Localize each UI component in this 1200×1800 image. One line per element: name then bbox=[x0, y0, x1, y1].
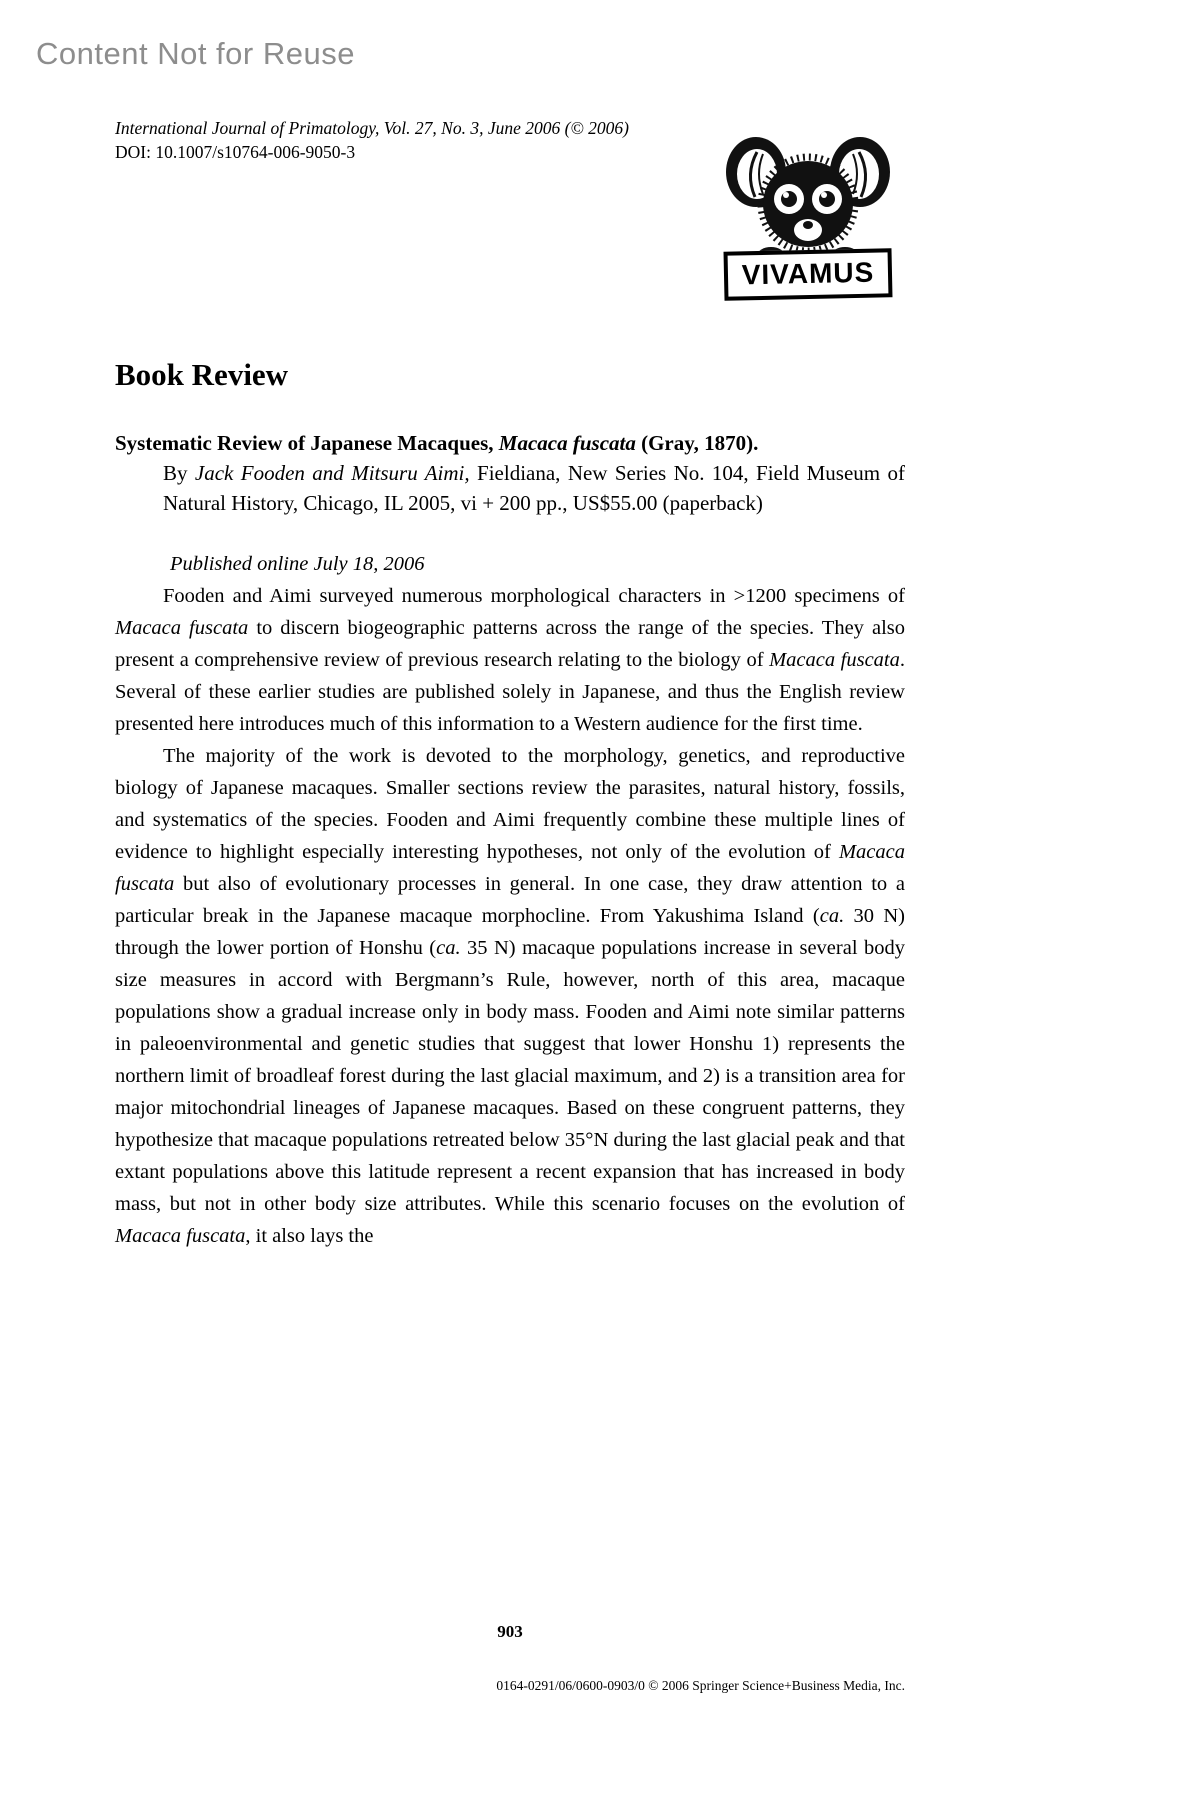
vivamus-logo bbox=[720, 132, 895, 299]
book-details: By Jack Fooden and Mitsuru Aimi, Fieldiana, New Series No. 104, Field Museum of Natural History, Chicago, IL 2005, vi + 200 pp., US$55.00 (paperback) bbox=[163, 461, 905, 516]
journal-header bbox=[115, 116, 629, 164]
paragraph-2: The majority of the work is devoted to the morphology, genetics, and reproductive biology of Japanese macaques. Smaller sections review the parasites, natural history, fossils, and systematics of the species. Fooden and Aimi frequently combine these multiple lines of evidence to highlight especially interesting hypotheses, not only of the evolution of Macaca fuscata but also of evolutionary processes in general. In one case, they draw attention to a particular break in the Japanese macaque morphocline. From Yakushima Island (ca. 30 N) through the lower portion of Honshu (ca. 35 N) macaque populations increase in several body size measures in accord with Bergmann’s Rule, however, north of this area, macaque populations show a gradual increase only in body mass. Fooden and Aimi note similar patterns in paleoenvironmental and genetic studies that suggest that lower Honshu 1) represents the northern limit of broadleaf forest during the last glacial maximum, and 2) is a transition area for major mitochondrial lineages of Japanese macaques. Based on these congruent patterns, they hypothesize that macaque populations retreated below 35°N during the last glacial peak and that extant populations above this latitude represent a recent expansion that has increased in body mass, but not in other body size attributes. While this scenario focuses on the evolution of Macaca fuscata, it also lays the bbox=[115, 745, 905, 1248]
aye-aye-illustration-icon bbox=[723, 132, 893, 264]
watermark-text: Content Not for Reuse bbox=[36, 36, 355, 71]
doi-line: DOI: 10.1007/s10764-006-9050-3 bbox=[115, 142, 356, 162]
section-heading: Book Review bbox=[115, 357, 289, 392]
vivamus-sign-text: VIVAMUS bbox=[740, 256, 875, 291]
paragraph-1: Fooden and Aimi surveyed numerous morphological characters in >1200 specimens of Macaca fuscata to discern biogeographic patterns across the range of the species. They also present a comprehensive review of previous research relating to the biology of Macaca fuscata. Several of these earlier studies are published solely in Japanese, and thus the English review presented here introduces much of this information to a Western audience for the first time. bbox=[115, 585, 905, 736]
page-number: 903 bbox=[497, 1622, 523, 1641]
vivamus-sign bbox=[723, 248, 892, 301]
journal-citation: International Journal of Primatology, Vol. 27, No. 3, June 2006 (© 2006) bbox=[115, 118, 629, 138]
article-body bbox=[115, 358, 905, 1252]
book-title: Systematic Review of Japanese Macaques, Macaca fuscata (Gray, 1870). bbox=[115, 431, 759, 456]
published-online-date: Published online July 18, 2006 bbox=[170, 553, 425, 576]
copyright-footer: 0164-0291/06/0600-0903/0 © 2006 Springer Science+Business Media, Inc. bbox=[496, 1678, 905, 1693]
